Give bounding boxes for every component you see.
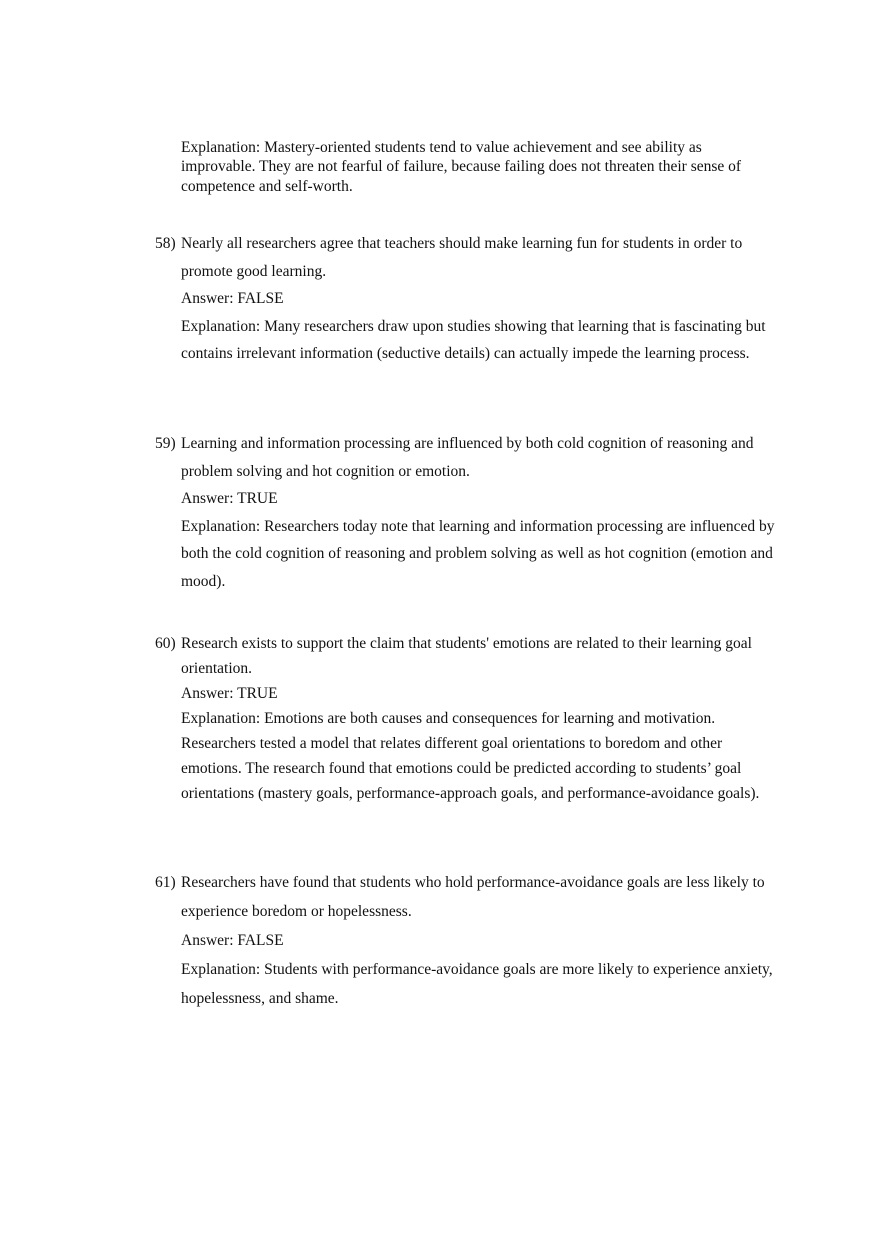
question-text: Nearly all researchers agree that teachers should make learning fun for students in order to promote good learning. — [181, 235, 743, 280]
question-number: 58) — [155, 235, 176, 252]
answer: Answer: FALSE — [181, 290, 284, 307]
question-number: 59) — [155, 435, 176, 452]
question-text: Research exists to support the claim that students' emotions are related to their learning goal orientation. — [181, 635, 752, 677]
answer: Answer: TRUE — [181, 685, 278, 702]
answer: Answer: FALSE — [181, 932, 284, 949]
explanation: Explanation: Emotions are both causes and consequences for learning and motivation. Researchers tested a model that relates different goal orientations to boredom and other emotions. The research found that emotions could be predicted according to students’ goal orientations (mastery goals, performance-approach goals, and performance-avoidance goals). — [181, 710, 760, 802]
question-61 — [155, 868, 775, 1013]
question-58 — [155, 230, 775, 368]
intro-explanation: Explanation: Mastery-oriented students tend to value achievement and see ability as improvable. They are not fearful of failure, because failing does not threaten their sense of competence and self-worth. — [181, 138, 742, 195]
explanation: Explanation: Students with performance-avoidance goals are more likely to experience anxiety, hopelessness, and shame. — [181, 961, 773, 1007]
explanation: Explanation: Many researchers draw upon studies showing that learning that is fascinating but contains irrelevant information (seductive details) can actually impede the learning process. — [181, 317, 766, 362]
answer: Answer: TRUE — [181, 490, 278, 507]
explanation: Explanation: Researchers today note that learning and information processing are influenced by both the cold cognition of reasoning and problem solving as well as hot cognition (emotion and mood). — [181, 517, 775, 590]
question-text: Learning and information processing are influenced by both cold cognition of reasoning and problem solving and hot cognition or emotion. — [181, 435, 754, 480]
question-number: 60) — [155, 635, 176, 652]
question-59 — [155, 430, 775, 595]
question-number: 61) — [155, 874, 176, 891]
question-text: Researchers have found that students who hold performance-avoidance goals are less likely to experience boredom or hopelessness. — [181, 874, 765, 920]
question-60 — [155, 631, 775, 806]
